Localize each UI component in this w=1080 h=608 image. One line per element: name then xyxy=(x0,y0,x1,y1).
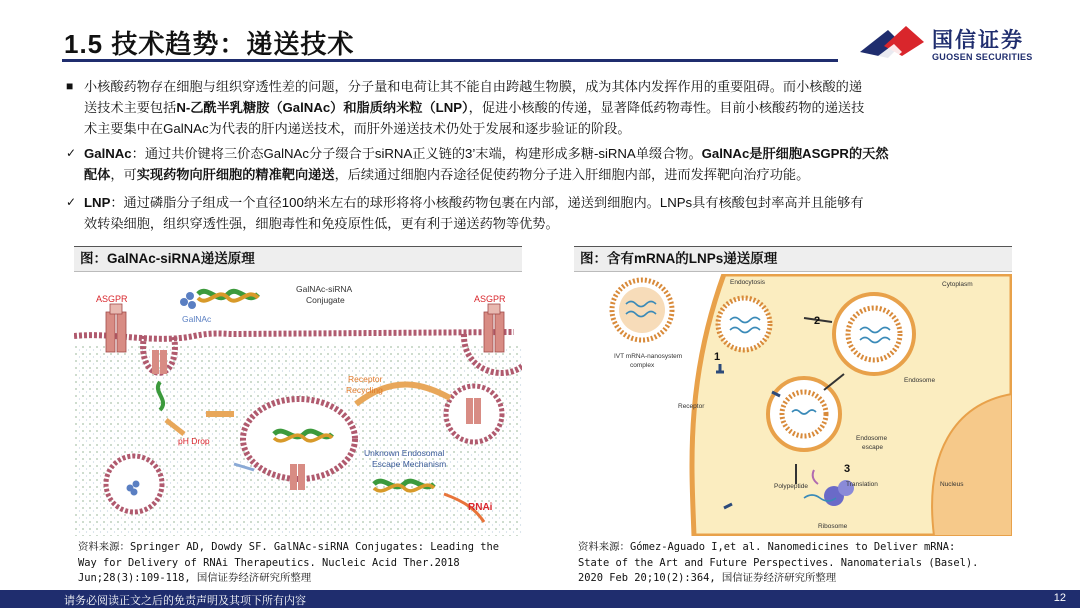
galnac-line-2-bold-a: 配体 xyxy=(84,167,111,182)
step-3-label: 3 xyxy=(844,463,851,475)
galnac-siRNA-diagram xyxy=(74,274,522,536)
receptor-recycling-label-1: Receptor xyxy=(348,374,383,384)
left-figure-heading: 图：GalNAc-siRNA递送原理 xyxy=(74,246,522,272)
ribosome-label: Ribosome xyxy=(818,523,848,530)
right-source-line: 资料来源：Gómez-Aguado I,et al. Nanomedicines to Deliver mRNA: xyxy=(578,541,956,553)
step-1-label: 1 xyxy=(714,351,721,363)
page-title: 1.5 技术趋势：递送技术 xyxy=(64,29,355,59)
polypeptide-label: Polypeptide xyxy=(774,483,808,490)
lnp-delivery-illustration xyxy=(574,274,1012,536)
title-underline xyxy=(62,59,838,62)
galnac-point xyxy=(66,143,1026,185)
intro-line-2a: 送技术主要包括 xyxy=(84,100,177,115)
lnp-point-label: LNP xyxy=(84,195,111,210)
conjugate-label-1: GalNAc-siRNA xyxy=(296,284,353,294)
left-figure-source xyxy=(78,540,522,587)
endosome-escape-label-1: Endosome xyxy=(856,435,888,442)
endosome-escape-label-2: escape xyxy=(862,444,883,451)
step-2-label: 2 xyxy=(814,315,821,327)
endosome-label: Endosome xyxy=(904,377,936,384)
footer-disclaimer: 请务必阅读正文之后的免责声明及其项下所有内容 xyxy=(64,595,306,607)
footer-bar xyxy=(0,590,1080,608)
intro-line-2c: ，促进小核酸的传递，显著降低药物毒性。目前小核酸药物的递送技 xyxy=(468,100,865,115)
guosen-logo xyxy=(858,22,1038,66)
check-icon: ✓ xyxy=(66,146,77,160)
ph-drop-label: pH Drop xyxy=(178,436,210,446)
lnp-line-1: ：通过磷脂分子组成一个直径100纳米左右的球形将将小核酸药物包裹在内部，递送到细胞内。LNPs具有核酸包封率高并且能够有 xyxy=(110,195,864,210)
page-number: 12 xyxy=(1053,592,1066,604)
square-bullet-icon: ■ xyxy=(66,79,74,93)
right-figure-source xyxy=(578,540,1012,587)
lnp-line-2: 效转染细胞，组织穿透性强，细胞毒性和免疫原性低，更有利于递送药物等优势。 xyxy=(84,216,559,231)
galnac-line-1-bold: GalNAc是肝细胞ASGPR的天然 xyxy=(701,146,889,161)
galnac-point-label: GalNAc xyxy=(84,146,132,161)
rnai-label: RNAi xyxy=(468,502,493,513)
receptor-recycling-label-2: Recycling xyxy=(346,385,383,395)
ivt-label-1: IVT mRNA-nanosystem xyxy=(614,353,683,360)
intro-line-1: 小核酸药物存在细胞与组织穿透性差的问题，分子量和电荷让其不能自由跨越生物膜，成为其体内发挥作用的重要阻碍。而小核酸的递 xyxy=(84,79,863,94)
check-icon: ✓ xyxy=(66,195,77,209)
conjugate-label-2: Conjugate xyxy=(306,295,345,305)
right-source-line: 2020 Feb 20;10(2):364, 国信证券经济研究所整理 xyxy=(578,572,837,584)
escape-label-2: Escape Mechanism xyxy=(372,459,447,469)
ivt-label-2: complex xyxy=(630,362,655,369)
intro-line-2-bold: N-乙酰半乳糖胺（GalNAc）和脂质纳米粒（LNP） xyxy=(176,100,469,115)
galnac-line-2d: ，后续通过细胞内吞途径促使药物分子进入肝细胞内部，进而发挥靶向治疗功能。 xyxy=(334,167,810,182)
asgpr-right-label: ASGPR xyxy=(474,294,506,304)
right-figure-heading: 图：含有mRNA的LNPs递送原理 xyxy=(574,246,1012,272)
galnac-delivery-illustration xyxy=(74,274,522,536)
right-source-line: State of the Art and Future Perspectives. Nanomaterials (Basel). xyxy=(578,556,979,569)
nucleus-label: Nucleus xyxy=(940,481,964,488)
galnac-line-2b: ，可 xyxy=(110,167,137,182)
guosen-logo-mark-icon xyxy=(858,22,926,66)
logo-chinese-name: 国信证券 xyxy=(932,29,1024,52)
intro-paragraph xyxy=(66,76,1026,139)
lnp-mrna-diagram xyxy=(574,274,1012,536)
intro-line-3: 术主要集中在GalNAc为代表的肝内递送技术，而肝外递送技术仍处于发展和逐步验证的阶段。 xyxy=(84,121,631,136)
left-source-line: Jun;28(3):109-118, 国信证券经济研究所整理 xyxy=(78,572,312,584)
galnac-line-1: ：通过共价键将三价态GalNAc分子缀合于siRNA正义链的3’末端，构建形成多糖-siRNA单缀合物。 xyxy=(131,146,702,161)
escape-label-1: Unknown Endosomal xyxy=(364,448,445,458)
asgpr-left-label: ASGPR xyxy=(96,294,128,304)
receptor-label: Receptor xyxy=(678,403,705,410)
cytoplasm-label: Cytoplasm xyxy=(942,281,973,288)
endocytosis-label: Endocytosis xyxy=(730,279,766,286)
translation-label: Translation xyxy=(846,481,878,488)
left-source-line: 资料来源：Springer AD, Dowdy SF. GalNAc-siRNA Conjugates: Leading the xyxy=(78,541,500,553)
galnac-label: GalNAc xyxy=(182,314,212,324)
logo-english-name: GUOSEN SECURITIES xyxy=(932,52,1033,62)
galnac-line-2-bold-c: 实现药物向肝细胞的精准靶向递送 xyxy=(136,167,335,182)
left-source-line: Way for Delivery of RNAi Therapeutics. Nucleic Acid Ther.2018 xyxy=(78,556,460,569)
lnp-point xyxy=(66,192,1026,234)
